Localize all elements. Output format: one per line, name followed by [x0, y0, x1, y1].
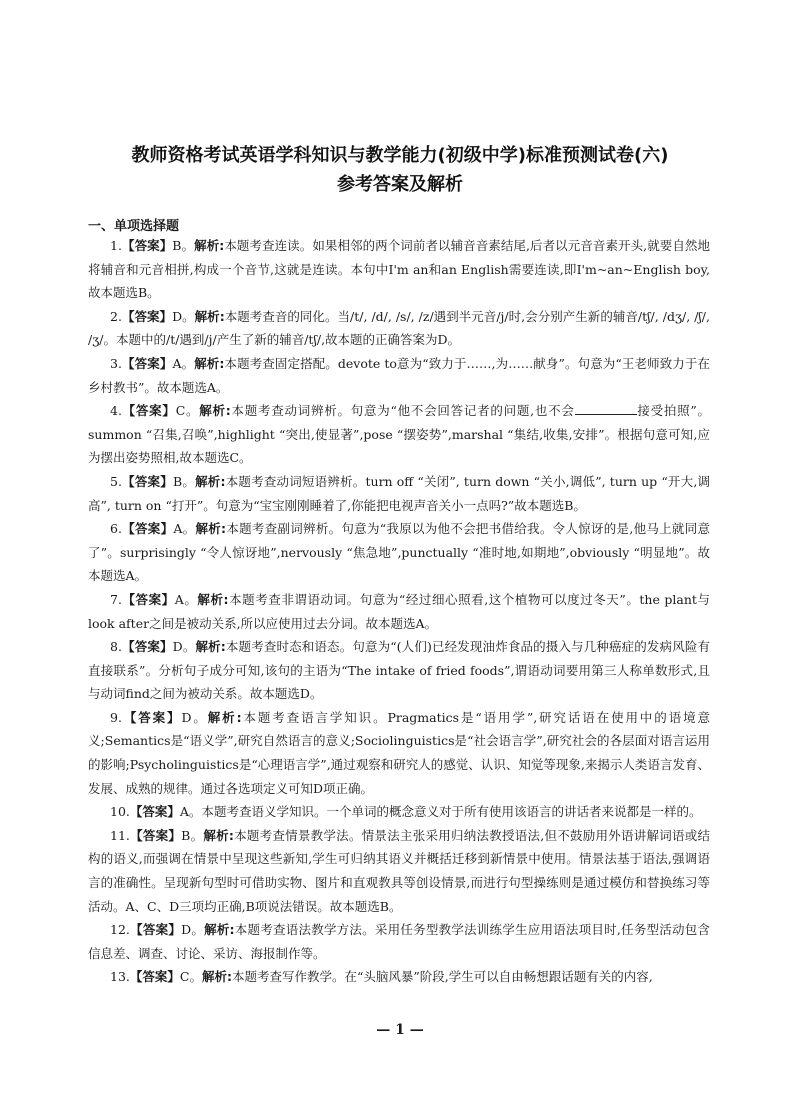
answer-item-8: 8.【答案】D。解析:本题考查时态和语态。句意为“(人们)已经发现油炸食品的摄入与几种癌症的发病风险有直接联系”。分析句子成分可知,该句的主语为“The intake of fried foods”,谓语动词要用第三人称单数形式,且与动词find之间为被动关系。故本题选D。	[88, 639, 710, 702]
answer-item-13: 13.【答案】C。解析:本题考查写作教学。在“头脑风暴”阶段,学生可以自由畅想跟话题有关的内容,	[110, 969, 653, 985]
answer-list	[88, 234, 710, 989]
answer-item-4: 4.【答案】C。解析:本题考查动词辨析。句意为“他不会回答记者的问题,也不会 接受拍照”。summon “召集,召唤”,highlight “突出,使显著”,pose “摆姿势”,marshal “集结,收集,安排”。根据句意可知,应为摆出姿势照相,故本题选C。	[88, 403, 710, 466]
fill-blank	[575, 402, 637, 415]
answer-item-2: 2.【答案】D。解析:本题考查音的同化。当/t/, /d/, /s/, /z/遇到半元音/j/时,会分别产生新的辅音/tʃ/, /dʒ/, /ʃ/, /ʒ/。本题中的/t/遇到/j/产生了新的辅音/tʃ/,故本题的正确答案为D。	[88, 308, 710, 348]
answer-item-3: 3.【答案】A。解析:本题考查固定搭配。devote to意为“致力于……,为……献身”。句意为“王老师致力于在乡村教书”。故本题选A。	[88, 355, 710, 395]
answer-item-9: 9.【答案】D。解析:本题考查语言学知识。Pragmatics是“语用学”,研究话语在使用中的语境意义;Semantics是“语义学”,研究自然语言的意义;Sociolinguistics是“社会语言学”,研究社会的各层面对语言运用的影响;Psycholinguistics是“心理语言学”,通过观察和研究人的感觉、认识、知觉等现象,来揭示人类语言发育、发展、成熟的规律。通过各选项定义可知D项正确。	[88, 709, 710, 796]
document-title: 教师资格考试英语学科知识与教学能力(初级中学)标准预测试卷(六)	[131, 145, 669, 166]
answer-item-6: 6.【答案】A。解析:本题考查副词辨析。句意为“我原以为他不会把书借给我。令人惊讶的是,他马上就同意了”。surprisingly “令人惊讶地”,nervously “焦急地”,punctually “准时地,如期地”,obviously “明显地”。故本题选A。	[88, 521, 710, 584]
section-heading: 一、单项选择题	[88, 219, 180, 234]
answer-item-1: 1.【答案】B。解析:本题考查连读。如果相邻的两个词前者以辅音音素结尾,后者以元音音素开头,就要自然地将辅音和元音相拼,构成一个音节,这就是连读。本句中I'm an和an English需要连读,即I'm~an~English boy,故本题选B。	[88, 238, 710, 301]
answer-item-7: 7.【答案】A。解析:本题考查非谓语动词。句意为“经过细心照看,这个植物可以度过冬天”。the plant与look after之间是被动关系,所以应使用过去分词。故本题选A。	[88, 591, 710, 631]
answer-item-11: 11.【答案】B。解析:本题考查情景教学法。情景法主张采用归纳法教授语法,但不鼓励用外语讲解词语或结构的语义,而强调在情景中呈现这些新知,学生可归纳其语义并概括迁移到新情景中使用。情景法基于语法,强调语言的准确性。呈现新句型时可借助实物、图片和直观教具等创设情景,而进行句型操练则是通过模仿和替换练习等活动。A、C、D三项均正确,B项说法错误。故本题选B。	[88, 827, 711, 914]
document-subtitle: 参考答案及解析	[337, 174, 463, 195]
answer-item-10: 10.【答案】A。本题考查语义学知识。一个单词的概念意义对于所有使用该语言的讲话者来说都是一样的。	[110, 804, 702, 820]
page-number: — 1 —	[376, 1022, 424, 1038]
answer-item-5: 5.【答案】B。解析:本题考查动词短语辨析。turn off “关闭”, turn down “关小,调低”, turn up “开大,调高”, turn on “打开”。句意为“宝宝刚刚睡着了,你能把电视声音关小一点吗?”故本题选B。	[88, 473, 711, 513]
answer-item-12: 12.【答案】D。解析:本题考查语法教学方法。采用任务型教学法训练学生应用语法项目时,任务型活动包含信息差、调查、讨论、采访、海报制作等。	[88, 922, 710, 961]
